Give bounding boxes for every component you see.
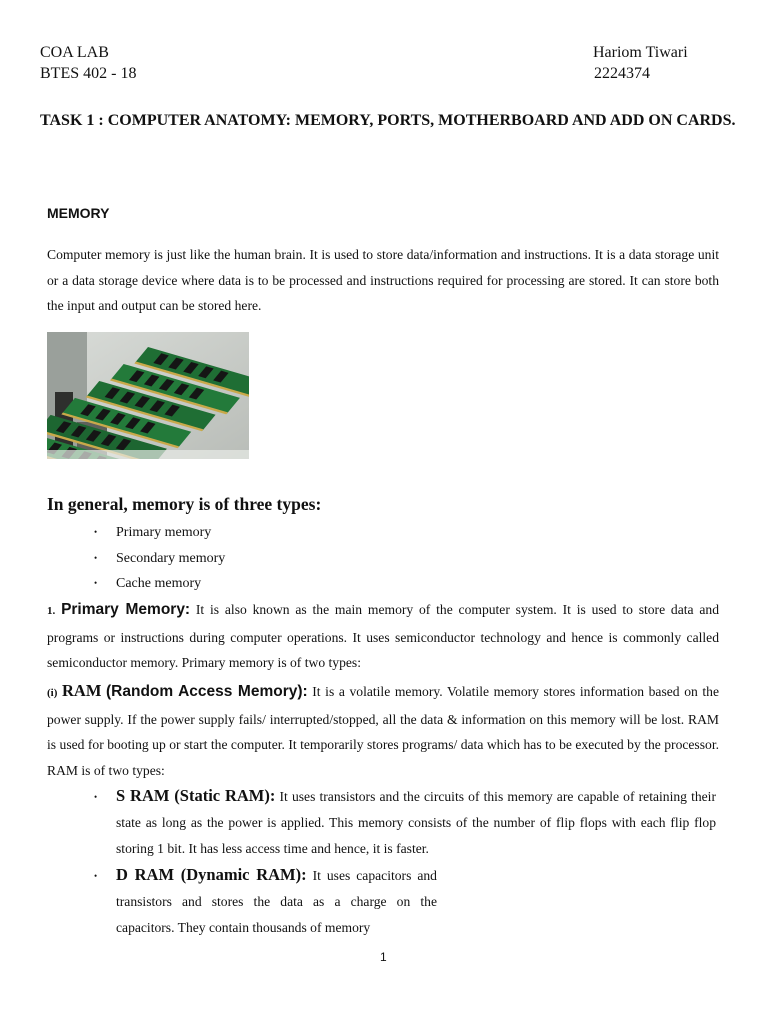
list-item bbox=[88, 546, 225, 572]
primary-memory-paragraph bbox=[47, 597, 719, 676]
sram-term: S RAM (Static RAM): bbox=[116, 786, 276, 805]
intro-paragraph: Computer memory is just like the human brain. It is used to store data/information and instructions. It is a data storage unit or a data storage device where data is to be processed and instructions required for processing are stored. It can store both the input and output can be stored here. bbox=[47, 247, 719, 314]
list-item-label: Secondary memory bbox=[116, 550, 226, 566]
list-item-label: Primary memory bbox=[116, 525, 212, 540]
section-heading: MEMORY bbox=[47, 205, 110, 221]
student-roll: 2224374 bbox=[594, 65, 650, 82]
dram-text: It uses capacitors and transistors and stores the data as a charge on the capacitors. They contain thousands of memory bbox=[116, 868, 437, 935]
dram-term: D RAM (Dynamic RAM): bbox=[116, 865, 307, 884]
primary-text: It is also known as the main memory of the computer system. It is used to store data and programs or instructions during computer operations. It uses semiconductor technology and hence is commonly called semiconductor memory. Primary memory is of two types: bbox=[47, 602, 719, 671]
sram-text: It uses transistors and the circuits of this memory are capable of retaining their state as long as the power is applied. This memory consists of the number of flip flops with each flip flop storing 1 bit. It has less access time and hence, it is faster. bbox=[116, 789, 716, 856]
student-name: Hariom Tiwari bbox=[593, 44, 688, 61]
ram-text: It is a volatile memory. Volatile memory stores information based on the power supply. If the power supply fails/ interrupted/stopped, all the data & information on this memory will be lost. RAM is used for booting up or start the computer. It temporarily stores programs/ data which has to be executed by the processor. RAM is of two types: bbox=[47, 684, 719, 778]
ram-number: (i) bbox=[47, 687, 58, 699]
course-name: COA LAB bbox=[40, 44, 109, 61]
ram-modules-image bbox=[47, 332, 249, 459]
primary-number: 1. bbox=[47, 605, 56, 617]
bullet-icon: • bbox=[94, 871, 98, 881]
list-item bbox=[88, 520, 225, 546]
ram-term-expanded: (Random Access Memory): bbox=[106, 683, 308, 700]
list-item-label: Cache memory bbox=[116, 576, 202, 591]
page-number: 1 bbox=[380, 950, 387, 964]
bullet-icon: • bbox=[94, 552, 98, 563]
primary-term: Primary Memory: bbox=[61, 601, 191, 618]
course-code: BTES 402 - 18 bbox=[40, 65, 137, 82]
sram-item bbox=[116, 783, 716, 862]
memory-types-list bbox=[88, 520, 225, 597]
list-item bbox=[88, 571, 225, 597]
bullet-icon: • bbox=[94, 792, 98, 802]
bullet-icon: • bbox=[94, 578, 98, 588]
task-title: TASK 1 : COMPUTER ANATOMY: MEMORY, PORTS, MOTHERBOARD AND ADD ON CARDS. bbox=[40, 112, 736, 129]
bullet-icon: • bbox=[94, 527, 98, 537]
ram-paragraph bbox=[47, 678, 719, 783]
dram-item bbox=[116, 862, 437, 941]
types-heading: In general, memory is of three types: bbox=[47, 494, 322, 514]
ram-term: RAM bbox=[62, 681, 102, 700]
